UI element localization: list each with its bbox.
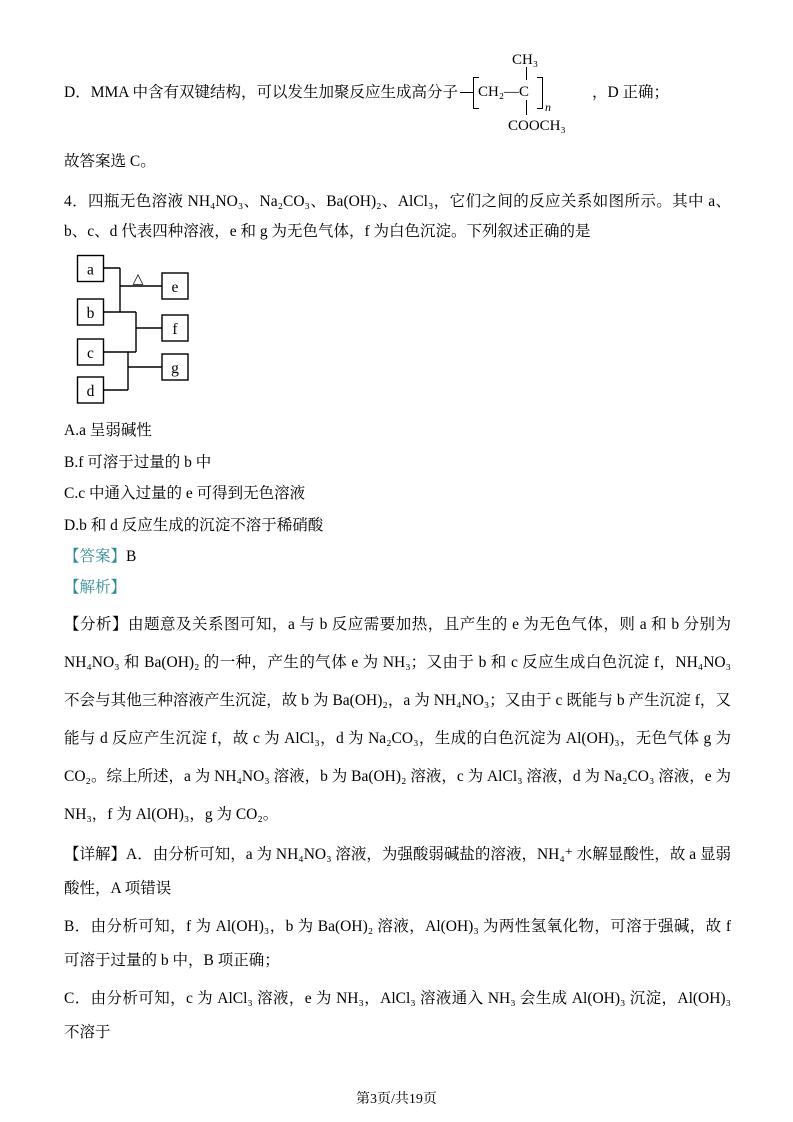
diagram-box-b-label: b: [86, 305, 95, 323]
diagram-box-d-label: d: [86, 383, 95, 401]
reaction-diagram: [76, 254, 731, 411]
answer-value: B: [126, 548, 137, 565]
q4-option-d: D.b 和 d 反应生成的沉淀不溶于稀硝酸: [64, 516, 324, 534]
q4-option-b: B.f 可溶于过量的 b 中: [64, 453, 212, 471]
q4-option-a: A.a 呈弱碱性: [64, 422, 152, 440]
answer-line: [64, 546, 731, 568]
polymer-repeat-subscript: n: [544, 100, 551, 114]
q4-stem: 4．四瓶无色溶液 NH₄NO₃、Na₂CO₃、Ba(OH)₂、AlCl₃，它们之间的反应关系如图所示。其中 a、b、c、d 代表四种溶液，e 和 g 为无色气体，f 为白色沉淀。下列叙述正确的是: [64, 193, 731, 240]
diagram-box-f-label: f: [172, 321, 178, 339]
polymer-chain: CH₂—C: [477, 84, 530, 100]
footer-page-number: 第3页/共19页: [356, 1092, 437, 1107]
explain-label: 【解析】: [64, 579, 127, 597]
q3-option-d-line: [64, 50, 731, 136]
q3-option-d-text: D．MMA 中含有双键结构，可以发生加聚反应生成高分子: [64, 84, 458, 102]
detail-a-paragraph: 【详解】A．由分析可知，a 为 NH₄NO₃ 溶液，为强酸弱碱盐的溶液，NH₄⁺ 水解显酸性，故 a 显弱酸性，A 项错误: [64, 845, 731, 897]
polymer-structure: [460, 50, 590, 136]
polymer-bond-left: [460, 92, 473, 93]
heat-triangle-icon: △: [132, 272, 144, 288]
polymer-bond-top: [526, 67, 527, 80]
diagram-box-c-label: c: [87, 345, 94, 363]
diagram-box-a-label: a: [87, 261, 94, 279]
detail-b-paragraph: B．由分析可知，f 为 Al(OH)₃，b 为 Ba(OH)₂ 溶液，Al(OH)₃ 为两性氢氧化物，可溶于强碱，故 f 可溶于过量的 b 中，B 项正确；: [64, 917, 731, 970]
q4-option-c: C.c 中通入过量的 e 可得到无色溶液: [64, 485, 306, 503]
answer-label: 【答案】: [64, 548, 127, 565]
diagram-box-e-label: e: [171, 279, 179, 297]
reaction-diagram-svg: [76, 254, 194, 406]
polymer-top-group: CH₃: [511, 52, 539, 68]
polymer-bracket-right-icon: [537, 77, 543, 109]
q3-option-d-verdict: ，D 正确；: [591, 84, 670, 102]
analysis-paragraph: 【分析】由题意及关系图可知，a 与 b 反应需要加热，且产生的 e 为无色气体，则 a 和 b 分别为 NH₄NO₃ 和 Ba(OH)₂ 的一种，产生的气体 e 为 NH₃；又由于 b 和 c 反应生成白色沉淀 f，NH₄NO₃ 不会与其他三种溶液产生沉淀，故 b 为 Ba(OH)₂，a 为 NH₄NO₃；又由于 c 既能与 b 产生沉淀 f，又能与 d 反应产生沉淀 f，故 c 为 AlCl₃，d 为 Na₂CO₃，生成的白色沉淀为 Al(OH)₃，无色气体 g 为 CO₂。综上所述，a 为 NH₄NO₃ 溶液，b 为 Ba(OH)₂ 溶液，c 为 AlCl₃ 溶液，d 为 Na₂CO₃ 溶液，e 为 NH₃，f 为 Al(OH)₃，g 为 CO₂。: [64, 615, 731, 823]
detail-c-paragraph: C．由分析可知，c 为 AlCl₃ 溶液，e 为 NH₃，AlCl₃ 溶液通入 NH₃ 会生成 Al(OH)₃ 沉淀，Al(OH)₃ 不溶于: [64, 990, 731, 1042]
q3-closing-answer: 故答案选 C。: [64, 153, 156, 170]
diagram-box-g-label: g: [171, 360, 179, 378]
explain-line: [64, 577, 731, 599]
polymer-bottom-group: COOCH₃: [507, 118, 566, 134]
polymer-bond-bottom: [526, 100, 527, 115]
